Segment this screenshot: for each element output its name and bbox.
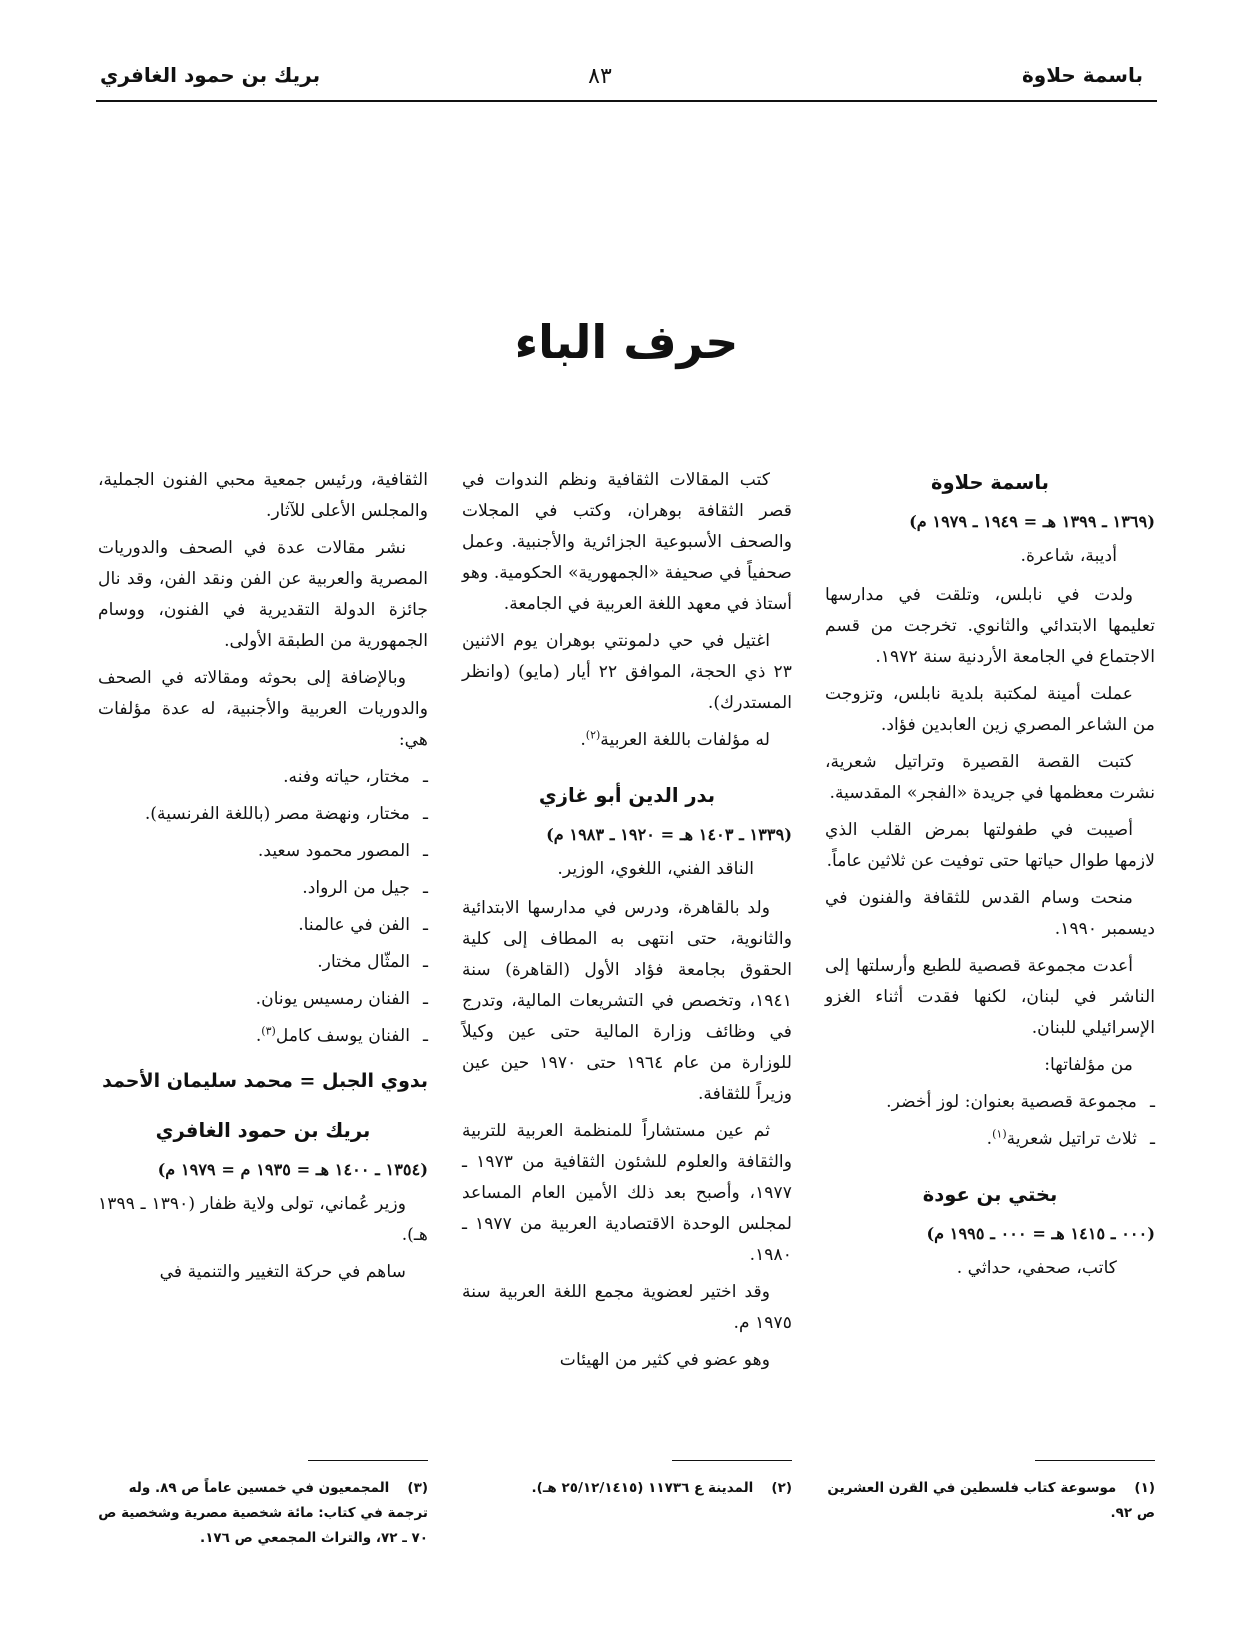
entry-dates: (٠٠٠ ـ ١٤١٥ هـ = ٠٠٠ ـ ١٩٩٥ م) bbox=[926, 1224, 1155, 1243]
paragraph: أعدت مجموعة قصصية للطبع وأرسلتها إلى الناشر في لبنان، لكنها فقدت أثناء الغزو الإسرائيلي للبنان. bbox=[825, 956, 1155, 1038]
footnote-2 bbox=[462, 1476, 792, 1501]
list-item: ـالفن في عالمنا. bbox=[298, 915, 428, 935]
header-rule bbox=[96, 100, 1157, 102]
list-item: ـمجموعة قصصية بعنوان: لوز أخضر. bbox=[886, 1092, 1155, 1112]
works-intro: من مؤلفاتها: bbox=[1044, 1055, 1133, 1075]
paragraph: عملت أمينة لمكتبة بلدية نابلس، وتزوجت من الشاعر المصري زين العابدين فؤاد. bbox=[825, 684, 1155, 735]
footnote-rule bbox=[1035, 1460, 1155, 1461]
paragraph: وقد اختير لعضوية مجمع اللغة العربية سنة ١٩٧٥ م. bbox=[462, 1282, 792, 1333]
cross-reference: بدوي الجبل = محمد سليمان الأحمد bbox=[102, 1070, 428, 1092]
paragraph: منحت وسام القدس للثقافة والفنون في ديسمبر ١٩٩٠. bbox=[825, 888, 1155, 939]
paragraph: نشر مقالات عدة في الصحف والدوريات المصرية والعربية عن الفن ونقد الفن، وقد نال جائزة الدولة التقديرية في الفنون، ووسام الجمهورية من الطبقة الأولى. bbox=[98, 538, 428, 651]
entry-name: بدر الدين أبو غازي bbox=[538, 784, 716, 807]
paragraph: ولد بالقاهرة، ودرس في مدارسها الابتدائية والثانوية، حتى انتهى به المطاف إلى كلية الحقوق بجامعة فؤاد الأول (القاهرة) سنة ١٩٤١، وتخصص في التشريعات المالية، وتدرج في وظائف وزارة المالية حتى عين وكيلاً للوزارة من عام ١٩٦٤ حتى ١٩٧٠ حين عين وزيراً للثقافة. bbox=[462, 898, 792, 1104]
footnote-number: (٣) bbox=[407, 1480, 428, 1496]
paragraph: اغتيل في حي دلمونتي بوهران يوم الاثنين ٢٣ ذي الحجة، الموافق ٢٢ أيار (مايو) (وانظر المستدرك). bbox=[462, 631, 792, 713]
paragraph: وبالإضافة إلى بحوثه ومقالاته في الصحف والدوريات العربية والأجنبية، له عدة مؤلفات هي: bbox=[98, 668, 428, 750]
footnote-3 bbox=[98, 1476, 428, 1551]
footnote-marker: (٣) bbox=[261, 1024, 276, 1038]
running-header-right: باسمة حلاوة bbox=[1021, 63, 1143, 87]
footnote-rule bbox=[308, 1460, 428, 1461]
paragraph: أصيبت في طفولتها بمرض القلب الذي لازمها طوال حياتها حتى توفيت عن ثلاثين عاماً. bbox=[825, 820, 1155, 871]
footnote-1 bbox=[825, 1476, 1155, 1526]
paragraph: الثقافية، ورئيس جمعية محبي الفنون الجملية، والمجلس الأعلى للآثار. bbox=[98, 470, 428, 521]
entry-name: باسمة حلاوة bbox=[931, 471, 1049, 494]
list-item: ـالمصور محمود سعيد. bbox=[257, 841, 428, 861]
paragraph: له مؤلفات باللغة العربية$^{(٢)}$. bbox=[580, 728, 770, 750]
footnote-marker: (٢) bbox=[585, 728, 601, 742]
column-middle bbox=[462, 465, 792, 1382]
entry-dates: (١٣٦٩ ـ ١٣٩٩ هـ = ١٩٤٩ ـ ١٩٧٩ م) bbox=[909, 512, 1155, 531]
list-item: ـالفنان يوسف كامل$^{(٣)}$. bbox=[255, 1024, 428, 1046]
footnote-number: (١) bbox=[1134, 1480, 1155, 1496]
footnote-number: (٢) bbox=[771, 1480, 792, 1496]
column-right bbox=[825, 465, 1155, 1292]
list-item: ـمختار، حياته وفنه. bbox=[283, 767, 428, 787]
running-header-left: بريك بن حمود الغافري bbox=[100, 63, 321, 87]
entry-dates: (١٣٥٤ ـ ١٤٠٠ هـ = ١٩٣٥ م = ١٩٧٩ م) bbox=[157, 1160, 428, 1179]
paragraph: ثم عين مستشاراً للمنظمة العربية للتربية والثقافة والعلوم للشئون الثقافية من ١٩٧٣ ـ ١٩٧٧، وأصبح بعد ذلك الأمين العام المساعد لمجلس الوحدة الاقتصادية العربية من ١٩٧٧ ـ ١٩٨٠. bbox=[462, 1121, 793, 1265]
footnote-rule bbox=[672, 1460, 792, 1461]
paragraph: ساهم في حركة التغيير والتنمية في bbox=[159, 1262, 406, 1282]
page-number: ٨٣ bbox=[588, 64, 612, 89]
works-list bbox=[825, 1087, 1155, 1155]
footnote-text: المدينة ع ١١٧٣٦ (٢٥/١٢/١٤١٥ هـ). bbox=[531, 1480, 754, 1496]
entry-role: الناقد الفني، اللغوي، الوزير. bbox=[557, 859, 754, 879]
entry-name: بريك بن حمود الغافري bbox=[155, 1119, 371, 1142]
column-left bbox=[98, 465, 428, 1294]
works-list bbox=[98, 762, 428, 1052]
entry-name: بختي بن عودة bbox=[922, 1183, 1058, 1206]
section-heading: حرف الباء bbox=[514, 315, 739, 369]
entry-dates: (١٣٣٩ ـ ١٤٠٣ هـ = ١٩٢٠ ـ ١٩٨٣ م) bbox=[546, 825, 792, 844]
list-item: ـجيل من الرواد. bbox=[302, 878, 428, 898]
footnote-marker: (١) bbox=[992, 1127, 1007, 1141]
entry-role: أديبة، شاعرة. bbox=[1020, 546, 1117, 566]
paragraph: كتب المقالات الثقافية ونظم الندوات في قصر الثقافة بوهران، وكتب في المجلات والصحف الأسبوعية الجزائرية والأجنبية. وعمل صحفياً في صحيفة «الجمهورية» الحكومية. وهو أستاذ في معهد اللغة العربية في الجامعة. bbox=[462, 470, 792, 614]
list-item: ـالفنان رمسيس يونان. bbox=[255, 989, 428, 1009]
paragraph: ولدت في نابلس، وتلقت في مدارسها تعليمها الابتدائي والثانوي. تخرجت من قسم الاجتماع في الجامعة الأردنية سنة ١٩٧٢. bbox=[825, 585, 1155, 667]
paragraph: وزير عُماني، تولى ولاية ظفار (١٣٩٠ ـ ١٣٩٩ هـ). bbox=[98, 1194, 428, 1245]
list-item: ـمختار، ونهضة مصر (باللغة الفرنسية). bbox=[144, 804, 428, 824]
list-item: ـالمثّال مختار. bbox=[317, 952, 428, 972]
list-item: ـثلاث تراتيل شعرية$^{(١)}$. bbox=[986, 1127, 1155, 1149]
entry-role: كاتب، صحفي، حداثي . bbox=[956, 1258, 1117, 1278]
footnote-text: موسوعة كتاب فلسطين في القرن العشرين ص ٩٢. bbox=[827, 1480, 1155, 1521]
paragraph: كتبت القصة القصيرة وتراتيل شعرية، نشرت معظمها في جريدة «الفجر» المقدسية. bbox=[825, 752, 1155, 803]
paragraph: وهو عضو في كثير من الهيئات bbox=[559, 1350, 770, 1370]
footnote-text: المجمعيون في خمسين عاماً ص ٨٩. وله ترجمة في كتاب: مائة شخصية مصرية وشخصية ص ٧٠ ـ ٧٢، والتراث المجمعي ص ١٧٦. bbox=[98, 1480, 428, 1546]
